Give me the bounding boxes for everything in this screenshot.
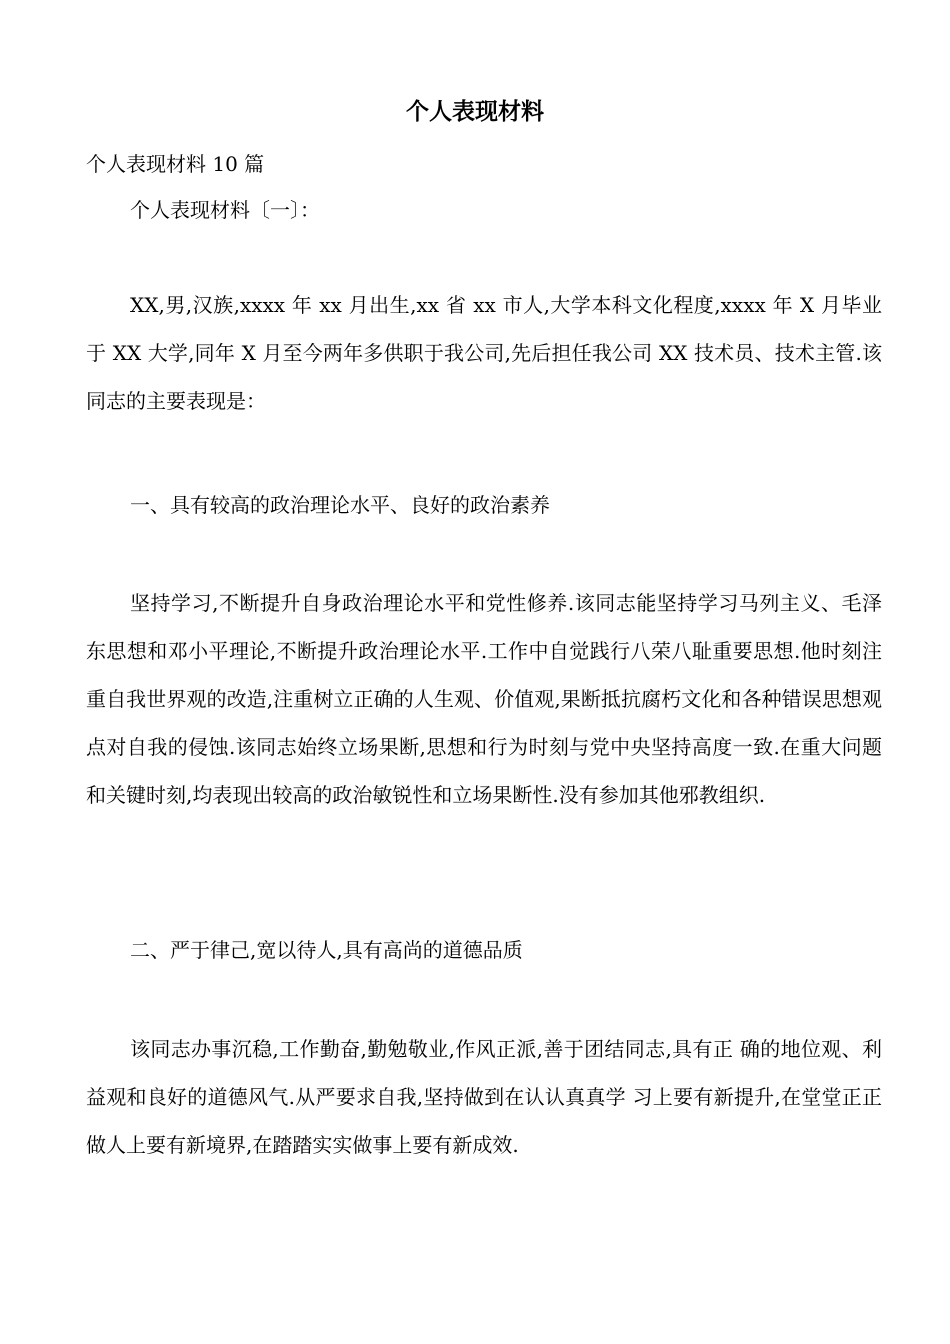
body-paragraph-2: 该同志办事沉稳,工作勤奋,勤勉敬业,作风正派,善于团结同志,具有正 确的地位观、利益观和良好的道德风气.从严要求自我,坚持做到在认认真真学 习上要有新提升,在堂堂正正做人上要有新境界,在踏踏实实做事上要有新成效. [86, 1037, 882, 1157]
document-subtitle: 个人表现材料 10 篇 [86, 152, 265, 176]
body-paragraph-1: 坚持学习,不断提升自身政治理论水平和党性修养.该同志能坚持学习马列主义、毛泽东思想和邓小平理论,不断提升政治理论水平.工作中自觉践行八荣八耻重要思想.他时刻注重自我世界观的改造,注重树立正确的人生观、价值观,果断抵抗腐朽文化和各种错误思想观点对自我的侵蚀.该同志始终立场果断,思想和行为时刻与党中央坚持高度一致.在重大问题和关键时刻,均表现出较高的政治敏锐性和立场果断性.没有参加其他邪教组织. [86, 591, 882, 807]
section-heading-1: 一、具有较高的政治理论水平、良好的政治素养 [130, 493, 550, 517]
intro-paragraph: XX,男,汉族,xxxx 年 xx 月出生,xx 省 xx 市人,大学本科文化程度,xxxx 年 X 月毕业于 XX 大学,同年 X 月至今两年多供职于我公司,先后担任我公司 XX 技术员、技术主管.该同志的主要表现是： [86, 293, 882, 413]
section-label: 个人表现材料〔一〕： [130, 198, 320, 222]
section-heading-2: 二、严于律己,宽以待人,具有高尚的道德品质 [130, 938, 523, 962]
document-title: 个人表现材料 [406, 99, 544, 125]
